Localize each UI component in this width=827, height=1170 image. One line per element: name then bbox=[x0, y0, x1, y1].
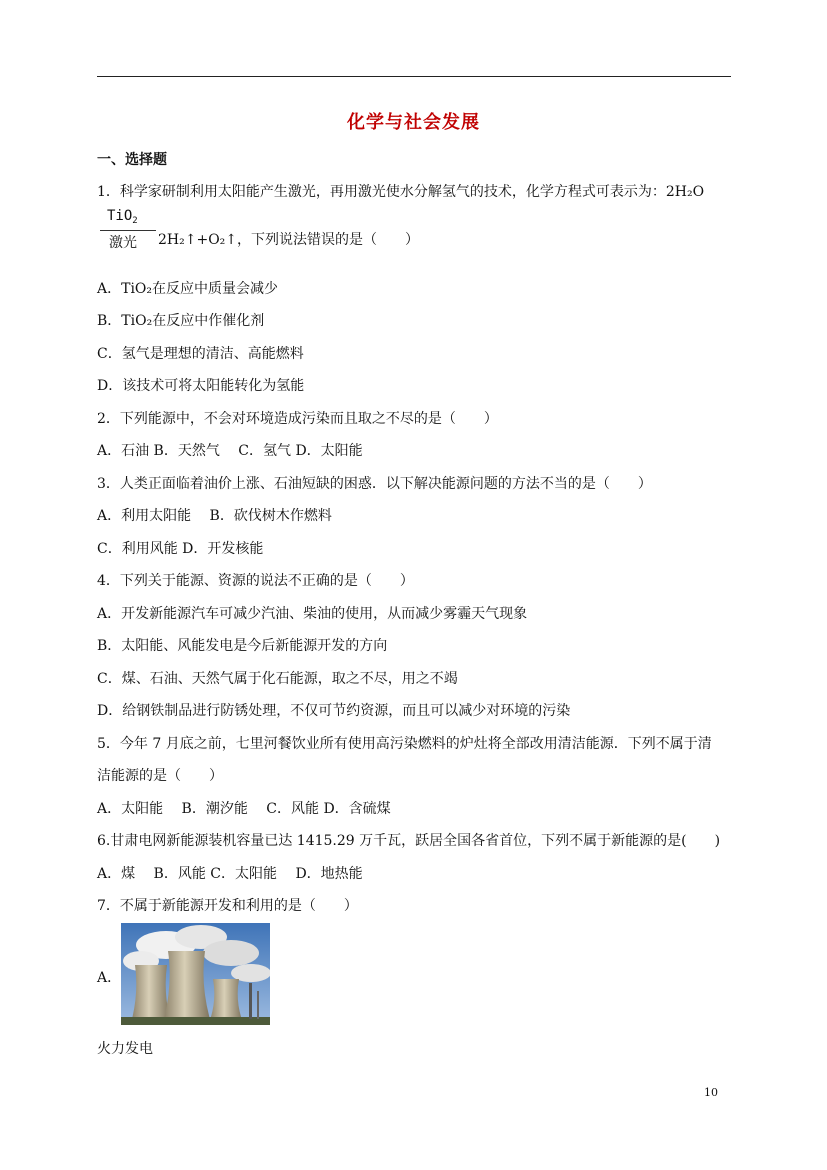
q4-option-c: C．煤、石油、天然气属于化石能源，取之不尽，用之不竭 bbox=[97, 671, 458, 687]
q1-option-d: D．该技术可将太阳能转化为氢能 bbox=[97, 378, 305, 394]
q3-stem: 3．人类正面临着油价上涨、石油短缺的困惑．以下解决能源问题的方法不当的是（ ） bbox=[97, 476, 652, 492]
page-number: 10 bbox=[704, 1086, 718, 1099]
q4-stem: 4．下列关于能源、资源的说法不正确的是（ ） bbox=[97, 573, 414, 589]
q6-options: A．煤 B．风能 C．太阳能 D．地热能 bbox=[97, 866, 363, 882]
q1-stem: 1．科学家研制利用太阳能产生激光，再用激光使水分解氢气的技术，化学方程式可表示为：2H₂O bbox=[97, 184, 705, 200]
page-title: 化学与社会发展 bbox=[347, 112, 480, 133]
reaction-arrow-bar bbox=[100, 230, 156, 231]
q7-option-a-caption: 火力发电 bbox=[97, 1041, 153, 1057]
q2-options: A．石油 B．天然气 C．氢气 D．太阳能 bbox=[97, 443, 363, 459]
condition-label: 激光 bbox=[109, 235, 137, 251]
catalyst-label: TiO$_2$ bbox=[107, 208, 138, 226]
q4-option-a: A．开发新能源汽车可减少汽油、柴油的使用，从而减少雾霾天气现象 bbox=[97, 606, 528, 622]
q1-option-a: A．TiO₂在反应中质量会减少 bbox=[97, 281, 279, 297]
q5-options: A．太阳能 B．潮汐能 C．风能 D．含硫煤 bbox=[97, 801, 391, 817]
reaction-condition bbox=[97, 207, 158, 253]
q2-stem: 2．下列能源中，不会对环境造成污染而且取之不尽的是（ ） bbox=[97, 411, 498, 427]
q3-options-cd: C．利用风能 D．开发核能 bbox=[97, 541, 264, 557]
q3-options-ab: A．利用太阳能 B．砍伐树木作燃料 bbox=[97, 508, 332, 524]
q1-equation-products: 2H₂↑+O₂↑，下列说法错误的是（ ） bbox=[158, 232, 420, 248]
q7-option-a-letter: A． bbox=[97, 970, 122, 986]
q1-option-c: C．氢气是理想的清洁、高能燃料 bbox=[97, 346, 304, 362]
cooling-towers-photo bbox=[121, 923, 270, 1025]
q7-stem: 7．不属于新能源开发和利用的是（ ） bbox=[97, 898, 358, 914]
q5-stem-line2: 洁能源的是（ ） bbox=[97, 768, 223, 784]
q4-option-d: D．给钢铁制品进行防锈处理，不仅可节约资源，而且可以减少对环境的污染 bbox=[97, 703, 571, 719]
q1-option-b: B．TiO₂在反应中作催化剂 bbox=[97, 313, 265, 329]
q6-stem: 6.甘肃电网新能源装机容量已达 1415.29 万千瓦，跃居全国各省首位，下列不属于新能源的是( ) bbox=[97, 833, 721, 849]
q5-stem-line1: 5．今年 7 月底之前，七里河餐饮业所有使用高污染燃料的炉灶将全部改用清洁能源．下列不属于清 bbox=[97, 736, 712, 752]
header-rule bbox=[97, 76, 731, 77]
section-heading: 一、选择题 bbox=[97, 152, 167, 168]
q4-option-b: B．太阳能、风能发电是今后新能源开发的方向 bbox=[97, 638, 388, 654]
